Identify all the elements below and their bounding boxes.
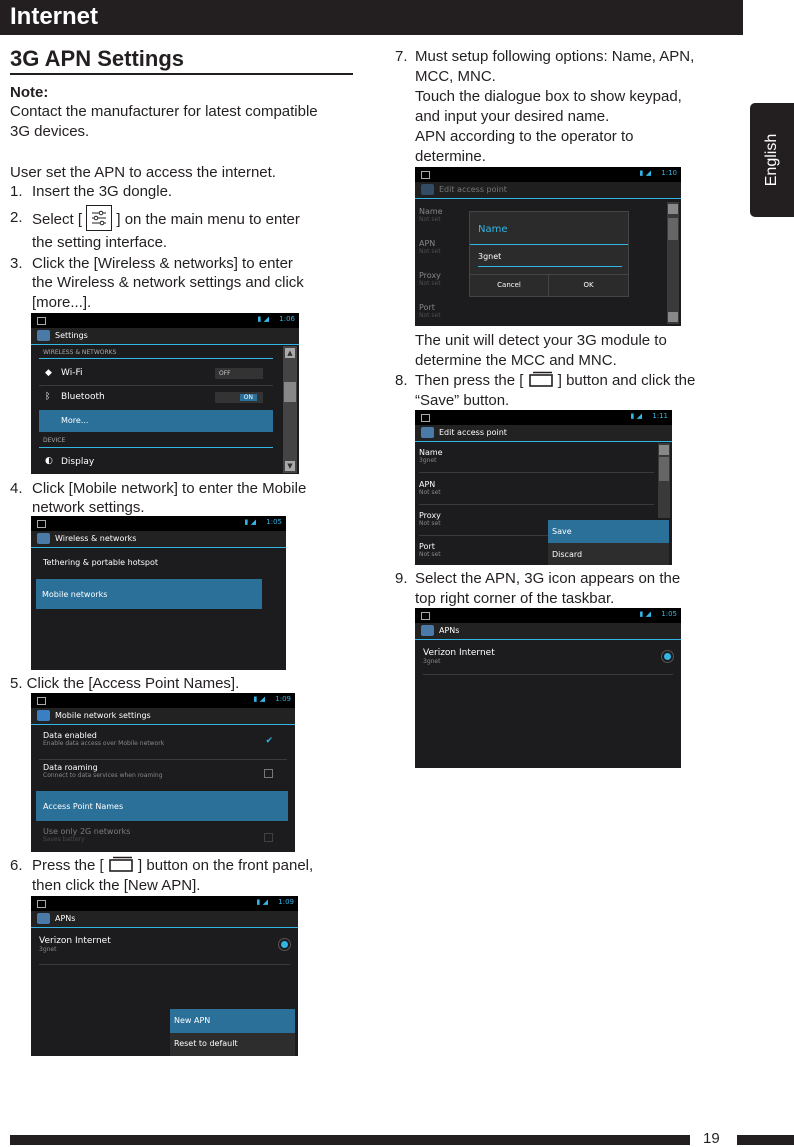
- step3-line1: Click the [Wireless & networks] to enter: [32, 255, 293, 272]
- field-label: APN: [419, 480, 436, 489]
- new-apn-label: New APN: [174, 1016, 211, 1025]
- apn-label: Access Point Names: [43, 802, 124, 811]
- bluetooth-row[interactable]: [39, 387, 273, 409]
- step7-line2: MCC, MNC.: [415, 68, 496, 85]
- roaming-sub: Connect to data services when roaming: [43, 772, 163, 779]
- wifi-label: Wi-Fi: [61, 368, 83, 378]
- field-label: Proxy: [419, 511, 441, 520]
- more-label: More...: [61, 416, 89, 425]
- apn-name: Verizon Internet: [39, 936, 111, 946]
- name-dialog: [469, 211, 629, 297]
- note-label: Note:: [10, 84, 49, 101]
- only2g-sub: Saves battery: [43, 836, 85, 843]
- section-header: WIRELESS & NETWORKS: [43, 349, 117, 356]
- step-number: 9.: [395, 570, 408, 587]
- step9-line1: Select the APN, 3G icon appears on the: [415, 570, 681, 587]
- save-label: Save: [552, 527, 572, 536]
- language-tab: [750, 103, 794, 217]
- wifi-row[interactable]: [39, 363, 273, 385]
- discard-label: Discard: [552, 550, 583, 559]
- step2-pre: Select [: [32, 210, 83, 228]
- scrollbar[interactable]: ▲ ▼: [283, 346, 297, 473]
- screenshot-edit-apn-save: ▮ ◢ 1:11 Edit access point Name 3gnet APN Not set Proxy Not set Port Not set Save Discard: [415, 410, 672, 565]
- section-title: 3G APN Settings: [10, 46, 353, 75]
- field-label: Name: [419, 448, 443, 457]
- field-value: Not set: [419, 489, 441, 496]
- step7-line5: APN according to the operator to: [415, 128, 634, 145]
- step8-pre: Then press the [: [415, 372, 524, 389]
- action-bar-title: APNs: [55, 914, 76, 923]
- access-point-names-item[interactable]: [36, 791, 288, 821]
- phone-icon: [37, 710, 50, 721]
- step-number: 1.: [10, 183, 23, 200]
- action-bar-title: Wireless & networks: [55, 534, 137, 543]
- only-2g-row[interactable]: [43, 827, 275, 851]
- data-roaming-row[interactable]: [43, 763, 275, 789]
- apn-name: Verizon Internet: [423, 648, 495, 658]
- status-time: 1:05: [661, 610, 677, 618]
- action-bar-title: Edit access point: [439, 185, 507, 194]
- field-value: Not set: [419, 520, 441, 527]
- radio-selected-icon[interactable]: [281, 941, 288, 948]
- step2-post: ] on the main menu to enter: [116, 210, 300, 228]
- display-label: Display: [61, 457, 95, 467]
- display-icon: ◐: [45, 456, 53, 466]
- detect-line2: determine the MCC and MNC.: [415, 352, 617, 369]
- cancel-button[interactable]: Cancel: [470, 275, 549, 296]
- step5-text: 5. Click the [Access Point Names].: [10, 675, 240, 692]
- screenshot-edit-apn-dialog: ▮ ◢ 1:10 Edit access point Name Not set APN Not set Proxy Not set Port Not set Name 3gnet Cancel OK: [415, 167, 681, 326]
- page-header: [0, 0, 743, 35]
- step1-text: Insert the 3G dongle.: [32, 183, 173, 200]
- field-label: Port: [419, 542, 435, 551]
- screenshot-settings: [31, 313, 299, 474]
- step8-line1: [415, 370, 695, 392]
- status-time: 1:09: [275, 695, 291, 703]
- data-enabled-label: Data enabled: [43, 731, 97, 740]
- section-header: DEVICE: [43, 437, 66, 444]
- step-number: 6.: [10, 857, 23, 874]
- language-tab-label: English: [763, 133, 780, 187]
- name-input[interactable]: 3gnet: [478, 252, 622, 267]
- apn-sub: 3gnet: [423, 658, 441, 665]
- step6-line2: then click the [New APN].: [32, 877, 201, 894]
- header-title: Internet: [10, 3, 99, 30]
- footer-bar: [10, 1135, 690, 1145]
- apn-sub: 3gnet: [39, 946, 57, 953]
- footer-bar-right: [737, 1135, 794, 1145]
- apn-item[interactable]: [39, 936, 290, 962]
- step8-line2: “Save” button.: [415, 392, 510, 409]
- new-apn-menu-item[interactable]: [170, 1009, 295, 1033]
- scrollbar[interactable]: [658, 443, 670, 518]
- dialog-title: Name: [478, 224, 508, 235]
- step7-line3: Touch the dialogue box to show keypad,: [415, 88, 682, 105]
- step-number: 4.: [10, 480, 23, 497]
- step-number: 8.: [395, 372, 408, 389]
- field-value: Not set: [419, 551, 441, 558]
- data-enabled-row[interactable]: [43, 731, 275, 757]
- step7-line6: determine.: [415, 148, 486, 165]
- checkbox-checked-icon[interactable]: ✔: [265, 736, 273, 746]
- step-number: 7.: [395, 48, 408, 65]
- step6-line1: [32, 855, 313, 877]
- step7-line1: Must setup following options: Name, APN,: [415, 48, 695, 65]
- status-time: 1:09: [278, 898, 294, 906]
- only2g-label: Use only 2G networks: [43, 827, 131, 836]
- settings-sliders-icon: [86, 205, 112, 231]
- step2-line2: the setting interface.: [32, 234, 168, 251]
- step7-line4: and input your desired name.: [415, 108, 610, 125]
- field-value: 3gnet: [419, 457, 437, 464]
- wifi-icon: ◆: [45, 368, 52, 378]
- tethering-item[interactable]: Tethering & portable hotspot: [43, 558, 159, 567]
- screenshot-mobile-network: ▮ ◢ 1:09 Mobile network settings Data enabled Enable data access over Mobile network ✔ Data roaming Connect to data services when roaming Access Point Names Use only 2G networks Saves battery: [31, 693, 295, 852]
- step2-line1: [32, 207, 300, 233]
- checkbox-icon[interactable]: [264, 769, 273, 778]
- page-number: 19: [703, 1130, 720, 1147]
- bluetooth-label: Bluetooth: [61, 392, 105, 402]
- step6-pre: Press the [: [32, 857, 104, 874]
- detect-line1: The unit will detect your 3G module to: [415, 332, 667, 349]
- ok-button[interactable]: OK: [583, 281, 594, 289]
- signal-icon: ▮ ◢: [257, 315, 269, 323]
- bluetooth-icon: ᛒ: [45, 392, 51, 402]
- reset-default-menu-item[interactable]: [170, 1033, 295, 1056]
- scrollbar[interactable]: [667, 202, 679, 324]
- mobile-networks-label: Mobile networks: [42, 590, 108, 599]
- step-number: 2.: [10, 209, 23, 226]
- step3-line2: the Wireless & network settings and click: [32, 274, 304, 291]
- status-time: 1:10: [661, 169, 677, 177]
- step9-line2: top right corner of the taskbar.: [415, 590, 615, 607]
- gallery-icon: [37, 317, 46, 325]
- step3-line3: [more...].: [32, 294, 92, 311]
- action-bar-title: Mobile network settings: [55, 711, 151, 720]
- step-number: 3.: [10, 255, 23, 272]
- save-menu-item[interactable]: [548, 520, 669, 543]
- roaming-label: Data roaming: [43, 763, 98, 772]
- checkbox-icon[interactable]: [264, 833, 273, 842]
- step4-line2: network settings.: [32, 499, 145, 516]
- action-bar-title: Settings: [55, 331, 88, 340]
- data-enabled-sub: Enable data access over Mobile network: [43, 740, 165, 747]
- note-line-2: 3G devices.: [10, 123, 90, 140]
- step6-post: ] button on the front panel,: [138, 857, 314, 874]
- screenshot-apns-menu: ▮ ◢ 1:09 APNs Verizon Internet 3gnet New APN Reset to default: [31, 896, 298, 1056]
- discard-menu-item[interactable]: [548, 543, 669, 565]
- action-bar-title: APNs: [439, 626, 460, 635]
- screenshot-wireless: ▮ ◢ 1:05 Wireless & networks Tethering & portable hotspot Mobile networks: [31, 516, 286, 670]
- status-time: 1:05: [266, 518, 282, 526]
- action-bar-title: Edit access point: [439, 428, 507, 437]
- bluetooth-toggle[interactable]: ON: [215, 392, 263, 403]
- apn-item[interactable]: [423, 648, 673, 674]
- screenshot-apns-final: ▮ ◢ 1:05 APNs Verizon Internet 3gnet: [415, 608, 681, 768]
- menu-button-icon: [108, 856, 134, 872]
- radio-selected-icon[interactable]: [664, 653, 671, 660]
- menu-button-icon: [528, 371, 554, 387]
- status-time: 1:11: [652, 412, 668, 420]
- wifi-toggle[interactable]: OFF: [215, 368, 263, 379]
- status-time: 1:06: [279, 315, 295, 323]
- display-row[interactable]: [39, 453, 273, 473]
- more-row[interactable]: [39, 410, 273, 432]
- reset-label: Reset to default: [174, 1039, 238, 1048]
- settings-app-icon: [37, 330, 50, 341]
- step8-post: ] button and click the: [557, 372, 696, 389]
- intro-text: User set the APN to access the internet.: [10, 164, 276, 181]
- note-line-1: Contact the manufacturer for latest compatible: [10, 103, 318, 120]
- step4-line1: Click [Mobile network] to enter the Mobile: [32, 480, 307, 497]
- mobile-networks-item[interactable]: [36, 579, 262, 609]
